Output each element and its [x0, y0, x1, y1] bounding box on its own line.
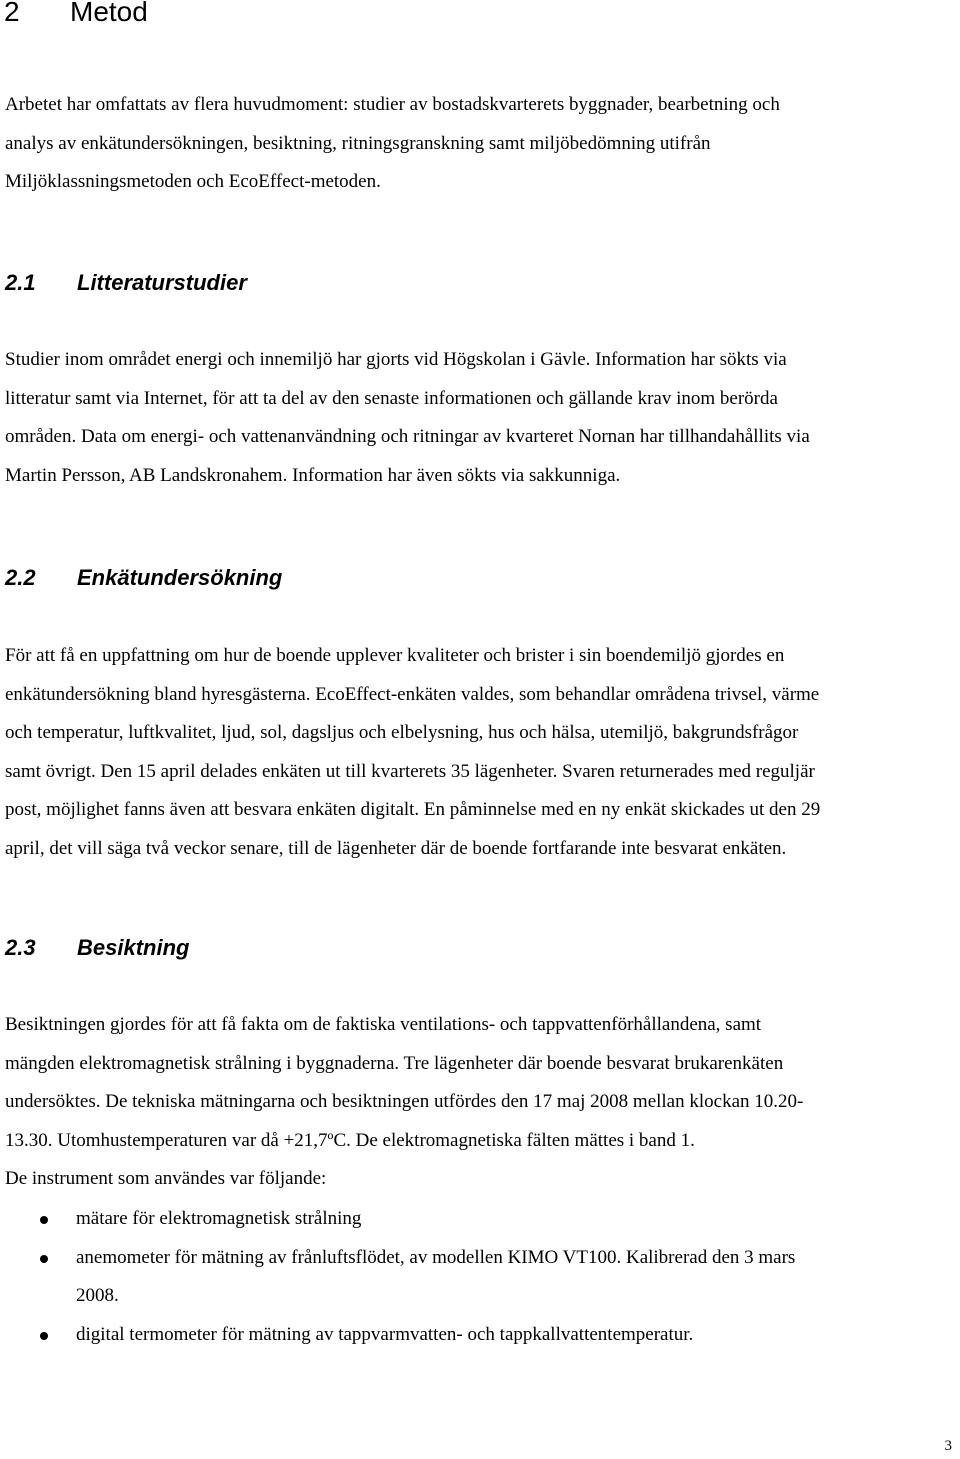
chapter-title: Metod	[70, 0, 148, 27]
bullet-icon	[40, 1255, 48, 1263]
text-line: post, möjlighet fanns även att besvara enkäten digitalt. En påminnelse med en ny enkät skickades ut den 29	[5, 799, 821, 820]
text-line: 13.30. Utomhustemperaturen var då +21,7ºC. De elektromagnetiska fälten mättes i band 1.	[5, 1129, 695, 1151]
section-number: 2.3	[5, 935, 36, 960]
text-line: mätare för elektromagnetisk strålning	[76, 1208, 362, 1229]
chapter-heading	[4, 0, 148, 32]
section-number: 2.2	[5, 565, 36, 590]
section-title: Besiktning	[77, 935, 190, 960]
text-line: samt övrigt. Den 15 april delades enkäten ut till kvarterets 35 lägenheter. Svaren returnerades med reguljär	[5, 760, 815, 782]
text-line: och temperatur, luftkvalitet, ljud, sol, dagsljus och elbelysning, hus och hälsa, utemiljö, bakgrundsfrågor	[5, 722, 799, 743]
text-line: april, det vill säga två veckor senare, till de lägenheter där de boende fortfarande inte besvarat enkäten.	[5, 837, 787, 859]
list-item	[0, 1200, 795, 1239]
section-heading-enkatundersokning	[5, 563, 282, 593]
text-line: Studier inom området energi och innemiljö har gjorts vid Högskolan i Gävle. Information har sökts via	[5, 349, 787, 370]
text-line: De instrument som användes var följande:	[5, 1168, 327, 1189]
text-line: anemometer för mätning av frånluftsflödet, av modellen KIMO VT100. Kalibrerad den 3 mars	[76, 1246, 796, 1268]
intro-paragraph	[5, 86, 780, 202]
chapter-number: 2	[4, 0, 20, 27]
text-line: analys av enkätundersökningen, besiktning, ritningsgranskning samt miljöbedömning utifrån	[5, 132, 711, 154]
section-title: Enkätundersökning	[77, 565, 283, 590]
text-line: Martin Persson, AB Landskronahem. Information har även sökts via sakkunniga.	[5, 464, 621, 486]
text-line: mängden elektromagnetisk strålning i byggnaderna. Tre lägenheter där boende besvarat brukarenkäten	[5, 1052, 784, 1074]
litteraturstudier-paragraph	[5, 341, 810, 495]
text-line: litteratur samt via Internet, för att ta del av den senaste informationen och gällande krav inom berörda	[5, 387, 778, 409]
text-line: enkätundersökning bland hyresgästerna. EcoEffect-enkäten valdes, som behandlar områdena trivsel, värme	[5, 683, 820, 705]
bullet-icon	[40, 1216, 48, 1224]
text-line: Besiktningen gjordes för att få fakta om de faktiska ventilations- och tappvattenförhållandena, samt	[5, 1014, 762, 1035]
page-number: 3	[944, 1438, 952, 1454]
section-heading-litteraturstudier	[5, 268, 247, 298]
section-heading-besiktning	[5, 933, 189, 963]
text-line: För att få en uppfattning om hur de boende upplever kvaliteter och brister i sin boendemiljö gjordes en	[5, 645, 785, 666]
text-line: digital termometer för mätning av tappvarmvatten- och tappkallvattentemperatur.	[76, 1323, 694, 1345]
section-number: 2.1	[5, 270, 36, 295]
instrument-list	[0, 1200, 795, 1354]
list-item	[0, 1239, 795, 1316]
text-line: Arbetet har omfattats av flera huvudmoment: studier av bostadskvarterets byggnader, bearbetning och	[5, 94, 780, 115]
text-line: områden. Data om energi- och vattenanvändning och ritningar av kvarteret Nornan har tillhandahållits via	[5, 426, 810, 447]
list-item	[0, 1316, 795, 1355]
text-line: undersöktes. De tekniska mätningarna och besiktningen utfördes den 17 maj 2008 mellan klockan 10.20-	[5, 1091, 804, 1112]
enkatundersokning-paragraph	[5, 637, 820, 868]
text-line: 2008.	[76, 1285, 119, 1306]
text-line: Miljöklassningsmetoden och EcoEffect-metoden.	[5, 171, 381, 192]
bullet-icon	[40, 1332, 48, 1340]
section-title: Litteraturstudier	[77, 270, 247, 295]
besiktning-paragraph	[5, 1006, 803, 1199]
